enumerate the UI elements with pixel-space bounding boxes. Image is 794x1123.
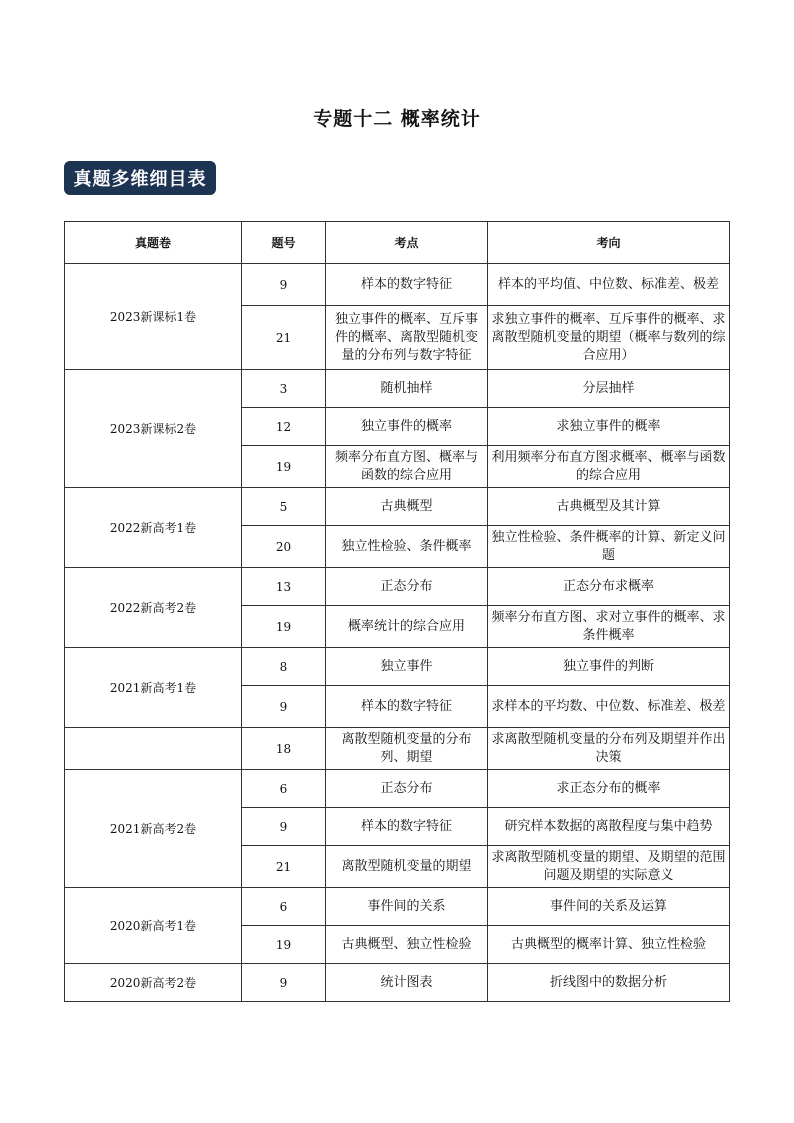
cell-number: 20	[242, 526, 326, 568]
cell-point: 概率统计的综合应用	[326, 606, 488, 648]
cell-point: 事件间的关系	[326, 888, 488, 926]
cell-direction: 古典概型及其计算	[488, 488, 730, 526]
table-row	[65, 648, 730, 686]
cell-number: 18	[242, 728, 326, 770]
cell-number: 5	[242, 488, 326, 526]
cell-number: 19	[242, 926, 326, 964]
header-volume: 真题卷	[65, 222, 242, 264]
cell-point: 独立事件的概率	[326, 408, 488, 446]
cell-direction: 研究样本数据的离散程度与集中趋势	[488, 808, 730, 846]
page-title: 专题十二 概率统计	[313, 108, 481, 130]
table-row	[65, 488, 730, 526]
cell-volume: 2023新课标2卷	[65, 370, 242, 488]
cell-direction: 古典概型的概率计算、独立性检验	[488, 926, 730, 964]
cell-point: 样本的数字特征	[326, 264, 488, 306]
cell-volume: 2022新高考2卷	[65, 568, 242, 648]
table-row	[65, 264, 730, 306]
cell-direction: 折线图中的数据分析	[488, 964, 730, 1002]
cell-direction: 事件间的关系及运算	[488, 888, 730, 926]
cell-number: 3	[242, 370, 326, 408]
table-row	[65, 370, 730, 408]
cell-number: 9	[242, 808, 326, 846]
cell-number: 8	[242, 648, 326, 686]
table-row	[65, 770, 730, 808]
cell-volume: 2020新高考2卷	[65, 964, 242, 1002]
cell-point: 古典概型、独立性检验	[326, 926, 488, 964]
cell-point: 独立事件	[326, 648, 488, 686]
cell-direction: 独立事件的判断	[488, 648, 730, 686]
cell-direction: 利用频率分布直方图求概率、概率与函数的综合应用	[488, 446, 730, 488]
cell-point: 正态分布	[326, 568, 488, 606]
cell-number: 13	[242, 568, 326, 606]
table-row	[65, 568, 730, 606]
cell-point: 样本的数字特征	[326, 808, 488, 846]
header-number: 题号	[242, 222, 326, 264]
table-row	[65, 728, 730, 770]
cell-point: 样本的数字特征	[326, 686, 488, 728]
cell-point: 独立事件的概率、互斥事件的概率、离散型随机变量的分布列与数字特征	[326, 306, 488, 370]
table-body	[65, 264, 730, 1002]
cell-volume	[65, 728, 242, 770]
section-badge: 真题多维细目表	[64, 161, 216, 195]
cell-number: 21	[242, 846, 326, 888]
cell-direction: 频率分布直方图、求对立事件的概率、求条件概率	[488, 606, 730, 648]
cell-number: 6	[242, 888, 326, 926]
header-direction: 考向	[488, 222, 730, 264]
cell-number: 9	[242, 964, 326, 1002]
cell-direction: 求离散型随机变量的期望、及期望的范围问题及期望的实际意义	[488, 846, 730, 888]
cell-point: 离散型随机变量的分布列、期望	[326, 728, 488, 770]
cell-direction: 求正态分布的概率	[488, 770, 730, 808]
cell-number: 9	[242, 686, 326, 728]
cell-direction: 求独立事件的概率、互斥事件的概率、求离散型随机变量的期望（概率与数列的综合应用）	[488, 306, 730, 370]
header-point: 考点	[326, 222, 488, 264]
cell-direction: 分层抽样	[488, 370, 730, 408]
cell-volume: 2021新高考2卷	[65, 770, 242, 888]
table-row	[65, 964, 730, 1002]
cell-number: 19	[242, 446, 326, 488]
cell-direction: 求独立事件的概率	[488, 408, 730, 446]
cell-volume: 2020新高考1卷	[65, 888, 242, 964]
cell-volume: 2022新高考1卷	[65, 488, 242, 568]
cell-point: 正态分布	[326, 770, 488, 808]
table-row	[65, 888, 730, 926]
cell-point: 随机抽样	[326, 370, 488, 408]
cell-volume: 2021新高考1卷	[65, 648, 242, 728]
cell-number: 12	[242, 408, 326, 446]
cell-number: 19	[242, 606, 326, 648]
cell-point: 统计图表	[326, 964, 488, 1002]
cell-direction: 独立性检验、条件概率的计算、新定义问题	[488, 526, 730, 568]
cell-point: 古典概型	[326, 488, 488, 526]
cell-number: 9	[242, 264, 326, 306]
cell-direction: 正态分布求概率	[488, 568, 730, 606]
table-header-row	[65, 222, 730, 264]
cell-number: 21	[242, 306, 326, 370]
cell-direction: 求离散型随机变量的分布列及期望并作出决策	[488, 728, 730, 770]
cell-point: 离散型随机变量的期望	[326, 846, 488, 888]
cell-point: 频率分布直方图、概率与函数的综合应用	[326, 446, 488, 488]
cell-point: 独立性检验、条件概率	[326, 526, 488, 568]
cell-number: 6	[242, 770, 326, 808]
cell-direction: 样本的平均值、中位数、标准差、极差	[488, 264, 730, 306]
cell-volume: 2023新课标1卷	[65, 264, 242, 370]
cell-direction: 求样本的平均数、中位数、标准差、极差	[488, 686, 730, 728]
exam-table	[64, 221, 730, 1002]
